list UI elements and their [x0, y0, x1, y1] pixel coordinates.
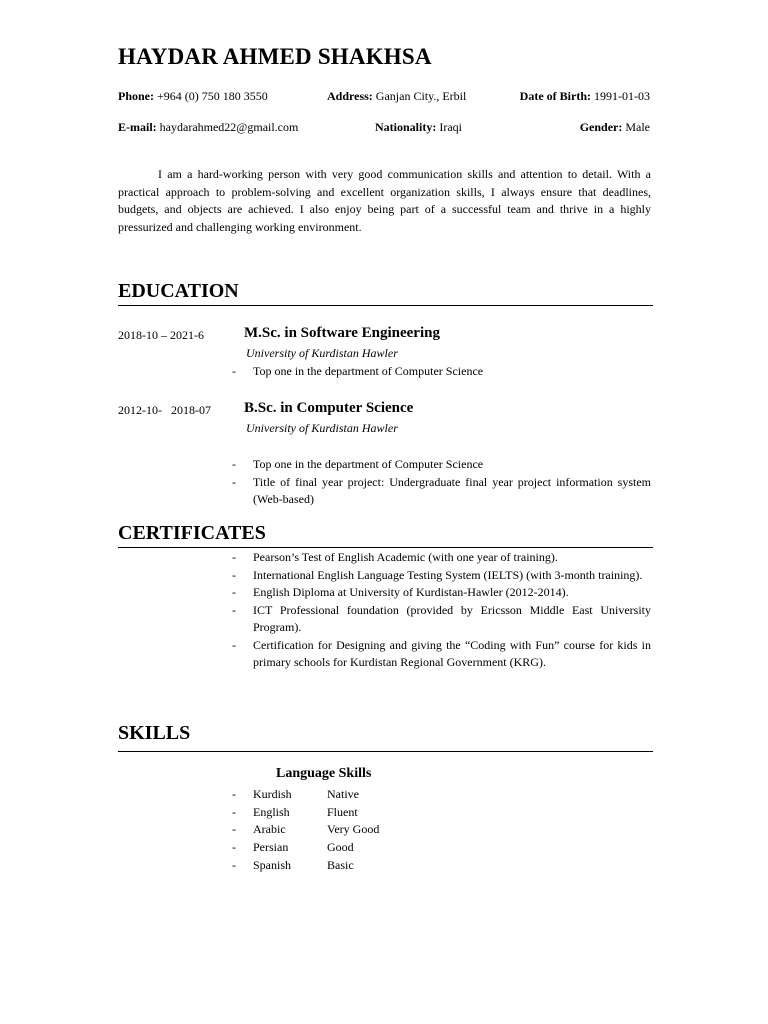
language-level: Fluent [327, 804, 358, 819]
certificates-list [232, 549, 651, 672]
list-item: - Title of final year project: Undergraduate final year project information system (Web-based) [232, 474, 651, 509]
phone-info [118, 89, 268, 104]
language-level: Basic [327, 857, 354, 872]
gender-label: Gender: [579, 120, 623, 134]
gender-info [580, 120, 650, 135]
education-degree: M.Sc. in Software Engineering [244, 325, 440, 341]
education-heading: EDUCATION [118, 280, 239, 302]
address-value: Ganjan City., Erbil [375, 89, 467, 103]
email-info [118, 120, 298, 135]
list-item: - Top one in the department of Computer Science [232, 363, 651, 381]
language-list [232, 786, 379, 875]
list-item [232, 839, 379, 857]
list-item [232, 804, 379, 822]
address-label: Address: [327, 89, 373, 103]
list-item: - English Diploma at University of Kurdistan-Hawler (2012-2014). [232, 584, 651, 602]
language-name: English [253, 804, 290, 819]
list-item [232, 821, 379, 839]
dob-value: 1991-01-03 [594, 89, 650, 103]
education-degree: B.Sc. in Computer Science [244, 400, 414, 416]
certificates-divider [118, 547, 653, 548]
nationality-value: Iraqi [439, 120, 462, 134]
language-level: Good [327, 840, 354, 855]
list-item: - International English Language Testing System (IELTS) (with 3-month training). [232, 567, 651, 585]
education-dates: 2012-10- 2018-07 [118, 403, 211, 417]
skills-heading: SKILLS [118, 722, 191, 744]
education-university: University of Kurdistan Hawler [246, 421, 398, 435]
education-university: University of Kurdistan Hawler [246, 346, 398, 360]
language-name: Persian [253, 840, 289, 855]
nationality-label: Nationality: [375, 120, 437, 134]
email-value[interactable]: haydarahmed22@gmail.com [159, 120, 299, 134]
dob-label: Date of Birth: [519, 89, 591, 103]
list-item: - ICT Professional foundation (provided by Ericsson Middle East University Program). [232, 602, 651, 637]
certificates-heading: CERTIFICATES [118, 522, 266, 544]
language-level: Native [327, 787, 359, 801]
candidate-name: HAYDAR AHMED SHAKHSA [118, 44, 432, 69]
language-name: Kurdish [253, 787, 292, 801]
gender-value: Male [625, 120, 650, 134]
education-divider [118, 305, 653, 306]
language-name: Arabic [253, 822, 286, 837]
language-level: Very Good [327, 822, 380, 837]
list-item [232, 857, 379, 875]
education-dates: 2018-10 – 2021-6 [118, 328, 204, 342]
phone-value: +964 (0) 750 180 3550 [157, 89, 268, 103]
language-skills-heading: Language Skills [276, 766, 372, 781]
language-name: Spanish [253, 857, 292, 872]
nationality-info [375, 120, 462, 135]
education-bullets [232, 456, 651, 509]
summary-paragraph: I am a hard-working person with very good communication skills and attention to detail. With a practical approach to problem-solving and excellent organization skills, I always ensure that deadlines, budgets, and objects are achieved. I also enjoy being part of a successful team and thrive in a highly pressurized and challenging working environment. [118, 167, 651, 234]
list-item [232, 786, 379, 804]
education-bullets [232, 363, 651, 381]
address-info [327, 89, 466, 104]
dob-info [520, 89, 650, 104]
phone-label: Phone: [118, 89, 154, 103]
list-item: - Top one in the department of Computer Science [232, 456, 651, 474]
skills-divider [118, 751, 653, 752]
list-item: - Certification for Designing and giving the “Coding with Fun” course for kids in primary schools for Kurdistan Regional Government (KRG). [232, 637, 651, 672]
list-item: - Pearson’s Test of English Academic (with one year of training). [232, 549, 651, 567]
email-label: E-mail: [118, 120, 157, 134]
